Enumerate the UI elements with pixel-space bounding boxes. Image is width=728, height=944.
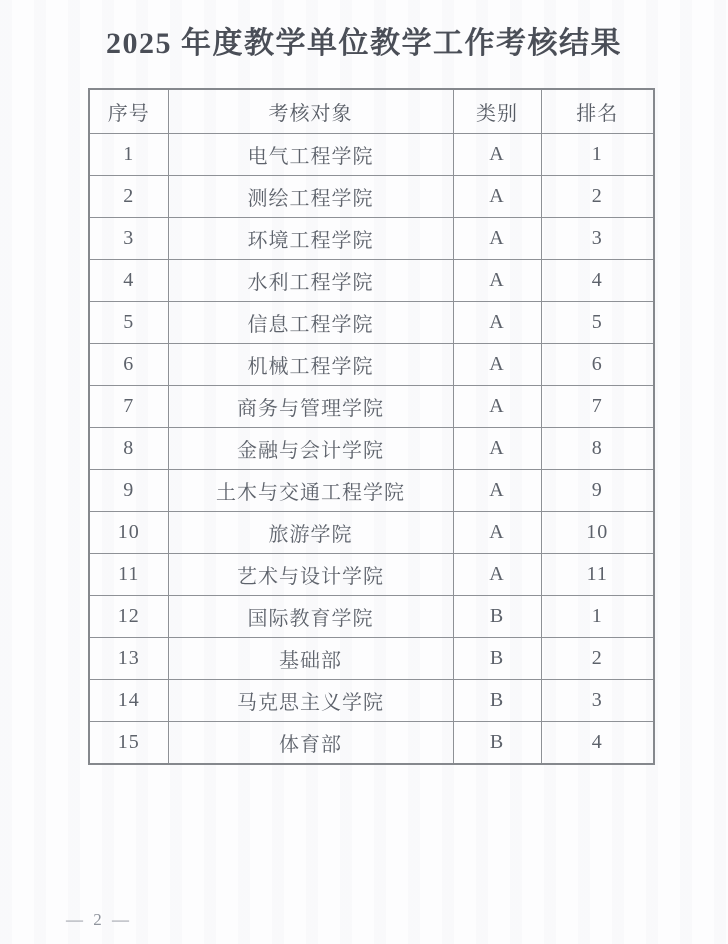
cell-rank: 1 [541, 134, 654, 176]
cell-rank: 4 [541, 722, 654, 765]
table-row [89, 302, 654, 344]
cell-rank: 11 [541, 554, 654, 596]
cell-unit-name: 水利工程学院 [168, 260, 453, 302]
cell-unit-name: 基础部 [168, 638, 453, 680]
cell-category: A [453, 428, 541, 470]
table-row [89, 134, 654, 176]
document-title: 2025 年度教学单位教学工作考核结果 [106, 27, 622, 60]
cell-category: A [453, 554, 541, 596]
cell-category: A [453, 176, 541, 218]
cell-category: A [453, 260, 541, 302]
cell-category: B [453, 596, 541, 638]
page-number: — 2 — [66, 910, 132, 929]
cell-unit-name: 体育部 [168, 722, 453, 765]
cell-no: 3 [89, 218, 168, 260]
table-header-row [89, 89, 654, 134]
cell-unit-name: 信息工程学院 [168, 302, 453, 344]
cell-unit-name: 商务与管理学院 [168, 386, 453, 428]
cell-category: A [453, 512, 541, 554]
table-row [89, 512, 654, 554]
cell-no: 15 [89, 722, 168, 765]
cell-rank: 10 [541, 512, 654, 554]
cell-no: 5 [89, 302, 168, 344]
table-row [89, 428, 654, 470]
cell-rank: 3 [541, 218, 654, 260]
table-row [89, 722, 654, 765]
table-row [89, 596, 654, 638]
table-row [89, 386, 654, 428]
cell-no: 9 [89, 470, 168, 512]
cell-rank: 6 [541, 344, 654, 386]
table-row [89, 680, 654, 722]
column-header-rank: 排名 [541, 89, 654, 134]
cell-no: 10 [89, 512, 168, 554]
cell-rank: 1 [541, 596, 654, 638]
cell-rank: 2 [541, 638, 654, 680]
cell-no: 2 [89, 176, 168, 218]
cell-category: A [453, 386, 541, 428]
cell-no: 14 [89, 680, 168, 722]
table-row [89, 176, 654, 218]
cell-unit-name: 机械工程学院 [168, 344, 453, 386]
cell-no: 12 [89, 596, 168, 638]
cell-category: A [453, 344, 541, 386]
cell-unit-name: 金融与会计学院 [168, 428, 453, 470]
cell-unit-name: 土木与交通工程学院 [168, 470, 453, 512]
cell-unit-name: 马克思主义学院 [168, 680, 453, 722]
column-header-category: 类别 [453, 89, 541, 134]
cell-unit-name: 环境工程学院 [168, 218, 453, 260]
cell-rank: 7 [541, 386, 654, 428]
cell-unit-name: 电气工程学院 [168, 134, 453, 176]
cell-unit-name: 旅游学院 [168, 512, 453, 554]
cell-rank: 9 [541, 470, 654, 512]
cell-category: A [453, 218, 541, 260]
cell-rank: 4 [541, 260, 654, 302]
cell-category: B [453, 680, 541, 722]
cell-no: 6 [89, 344, 168, 386]
cell-category: B [453, 722, 541, 765]
cell-rank: 2 [541, 176, 654, 218]
table-row [89, 344, 654, 386]
cell-category: B [453, 638, 541, 680]
cell-unit-name: 国际教育学院 [168, 596, 453, 638]
cell-no: 8 [89, 428, 168, 470]
cell-category: A [453, 134, 541, 176]
cell-no: 11 [89, 554, 168, 596]
cell-category: A [453, 470, 541, 512]
table-row [89, 554, 654, 596]
table-row [89, 260, 654, 302]
column-header-unit: 考核对象 [168, 89, 453, 134]
cell-unit-name: 测绘工程学院 [168, 176, 453, 218]
table-row [89, 638, 654, 680]
cell-category: A [453, 302, 541, 344]
column-header-no: 序号 [89, 89, 168, 134]
cell-rank: 3 [541, 680, 654, 722]
cell-no: 1 [89, 134, 168, 176]
cell-no: 4 [89, 260, 168, 302]
cell-no: 13 [89, 638, 168, 680]
cell-rank: 5 [541, 302, 654, 344]
cell-no: 7 [89, 386, 168, 428]
assessment-results-table [88, 88, 655, 765]
cell-unit-name: 艺术与设计学院 [168, 554, 453, 596]
table-row [89, 470, 654, 512]
table-row [89, 218, 654, 260]
cell-rank: 8 [541, 428, 654, 470]
